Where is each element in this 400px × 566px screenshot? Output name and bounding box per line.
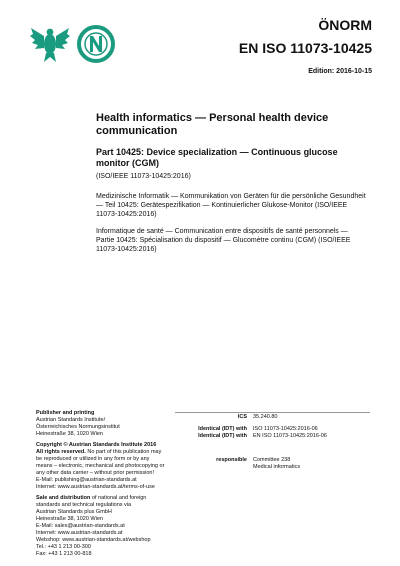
responsible-label: responsible: [216, 457, 247, 463]
edition-date: Edition: 2016-10-15: [308, 68, 372, 75]
committee-number: Committee 238: [253, 457, 291, 463]
sale-body: of national and foreign standards and technical regulations via: [36, 495, 147, 508]
sale-line: Internet: www.austrian-standards.at: [36, 530, 123, 536]
rights-body: No part of this publication may be reproduced or utilized in any form or by any means – electronic, mechanical and photocopying or any other data carrier – without prior permission!: [36, 449, 165, 476]
publisher-line: Heinestraße 38, 1020 Wien: [36, 431, 103, 437]
part-identifier: (ISO/IEEE 11073-10425:2016): [96, 173, 191, 180]
publisher-line: Austrian Standards Institute/: [36, 417, 106, 423]
german-title: Medizinische Informatik — Kommunikation von Geräten für die persönliche Gesundheit — Teil 10425: Gerätespezifikation — Kontinuierlicher Glukose-Monitor (ISO/IEEE 11073-10425:2016): [96, 193, 366, 218]
committee-name: Medical informatics: [253, 464, 301, 470]
main-title: Health informatics — Personal health device communication: [96, 112, 329, 137]
rights-text: [36, 449, 166, 477]
sale-line: E-Mail: sales@austrian-standards.at: [36, 523, 125, 529]
ics-value: 35.240.80: [253, 414, 278, 420]
terms-url: Internet: www.austrian-standards.at/terms-of-use: [36, 484, 155, 490]
standard-label: ÖNORM: [318, 17, 372, 33]
identical-value: ISO 11073-10425:2016-06: [253, 426, 318, 432]
footer-divider: [175, 412, 370, 413]
publisher-line: Österreichisches Normungsinstitut: [36, 424, 120, 430]
sale-line: Tel.: +43 1 213 00-300: [36, 544, 91, 550]
sale-line: Austrian Standards plus GmbH: [36, 509, 112, 515]
copyright-heading: Copyright © Austrian Standards Institute 2016: [36, 442, 157, 448]
identical-label: Identical (IDT) with: [198, 433, 247, 439]
identical-label: Identical (IDT) with: [198, 426, 247, 432]
publisher-heading: Publisher and printing: [36, 410, 95, 416]
sale-bold: Sale and distribution: [36, 495, 91, 501]
sale-line: Fax: +43 1 213 00-818: [36, 551, 92, 557]
sale-text: [36, 495, 166, 509]
identical-value: EN ISO 11073-10425:2016-06: [253, 433, 327, 439]
sale-line: Webshop: www.austrian-standards.at/webshop: [36, 537, 151, 543]
publisher-info: [36, 410, 166, 562]
french-title: Informatique de santé — Communication entre dispositifs de santé personnels — Partie 10425: Spécialisation du dispositif — Glucomètre continu (CGM) (ISO/IEEE 11073-10425:2016): [96, 228, 351, 253]
rights-bold: All rights reserved.: [36, 449, 86, 455]
ics-label: ICS: [237, 414, 247, 420]
responsible-value: [253, 457, 383, 471]
part-title: Part 10425: Device specialization — Continuous glucose monitor (CGM): [96, 147, 338, 168]
standard-number: EN ISO 11073-10425: [238, 40, 372, 56]
sale-line: Heinestraße 38, 1020 Wien: [36, 516, 103, 522]
on-eagle-logo-icon: [30, 24, 122, 64]
title-block: [96, 112, 366, 262]
publishing-email: E-Mail: publishing@austrian-standards.at: [36, 477, 137, 483]
